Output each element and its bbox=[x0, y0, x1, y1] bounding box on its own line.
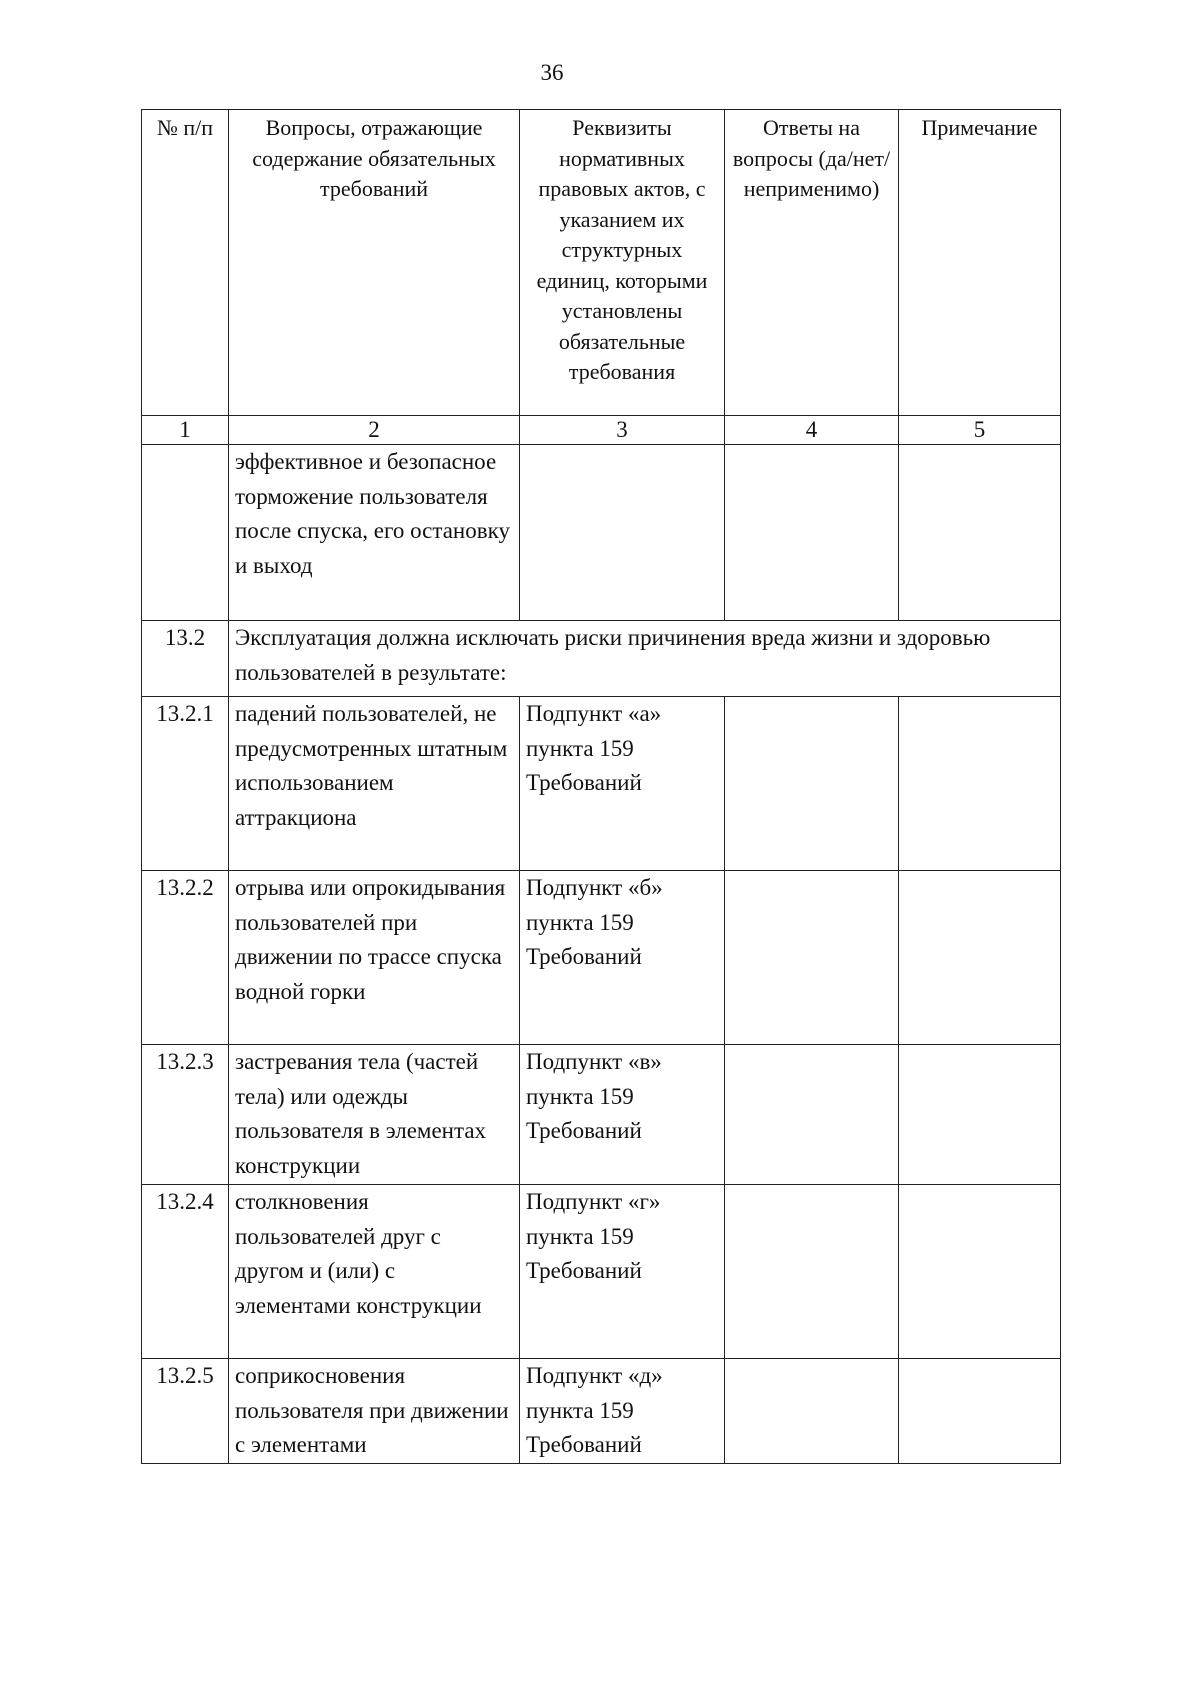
row-number: 13.2.2 bbox=[142, 871, 229, 1045]
row-number: 13.2.5 bbox=[142, 1359, 229, 1464]
row-question: соприкосновения пользователя при движении с элементами bbox=[229, 1359, 520, 1464]
row-question: столкновения пользователей друг с другом и (или) с элементами конструкции bbox=[229, 1185, 520, 1359]
row-section-text: Эксплуатация должна исключать риски причинения вреда жизни и здоровью пользователей в результате: bbox=[229, 621, 1061, 697]
table-row bbox=[142, 1185, 1061, 1359]
header-question: Вопросы, отражающие содержание обязательных требований bbox=[229, 110, 520, 416]
row-answer-cell[interactable] bbox=[725, 1045, 899, 1185]
header-reference: Реквизиты нормативных правовых актов, с указанием их структурных единиц, которыми установлены обязательные требования bbox=[520, 110, 725, 416]
column-number: 2 bbox=[229, 416, 520, 445]
row-answer-cell[interactable] bbox=[725, 697, 899, 871]
row-number: 13.2.4 bbox=[142, 1185, 229, 1359]
row-answer-cell[interactable] bbox=[725, 445, 899, 621]
page-number: 36 bbox=[540, 60, 564, 85]
row-answer-cell[interactable] bbox=[725, 871, 899, 1045]
table-row bbox=[142, 445, 1061, 621]
column-number: 1 bbox=[142, 416, 229, 445]
row-answer-cell[interactable] bbox=[725, 1185, 899, 1359]
row-reference: Подпункт «д» пункта 159 Требований bbox=[520, 1359, 725, 1464]
row-reference: Подпункт «г» пункта 159 Требований bbox=[520, 1185, 725, 1359]
row-answer-cell[interactable] bbox=[725, 1359, 899, 1464]
table-row bbox=[142, 1045, 1061, 1185]
header-number: № п/п bbox=[142, 110, 229, 416]
row-note-cell[interactable] bbox=[899, 697, 1061, 871]
column-number: 3 bbox=[520, 416, 725, 445]
checklist-table bbox=[141, 109, 1061, 1464]
table-section-row bbox=[142, 621, 1061, 697]
row-question: застревания тела (частей тела) или одежды пользователя в элементах конструкции bbox=[229, 1045, 520, 1185]
column-number: 5 bbox=[899, 416, 1061, 445]
row-note-cell[interactable] bbox=[899, 1045, 1061, 1185]
header-note: Примечание bbox=[899, 110, 1061, 416]
row-question: падений пользователей, не предусмотренных штатным использованием аттракциона bbox=[229, 697, 520, 871]
row-reference: Подпункт «а» пункта 159 Требований bbox=[520, 697, 725, 871]
column-number: 4 bbox=[725, 416, 899, 445]
row-note-cell[interactable] bbox=[899, 445, 1061, 621]
table-row bbox=[142, 697, 1061, 871]
row-note-cell[interactable] bbox=[899, 1359, 1061, 1464]
row-reference: Подпункт «в» пункта 159 Требований bbox=[520, 1045, 725, 1185]
table-row bbox=[142, 1359, 1061, 1464]
header-answer: Ответы на вопросы (да/нет/ неприменимо) bbox=[725, 110, 899, 416]
column-number-row bbox=[142, 416, 1061, 445]
row-reference bbox=[520, 445, 725, 621]
row-note-cell[interactable] bbox=[899, 871, 1061, 1045]
row-question: эффективное и безопасное торможение пользователя после спуска, его остановку и выход bbox=[229, 445, 520, 621]
row-number: 13.2.1 bbox=[142, 697, 229, 871]
row-question: отрыва или опрокидывания пользователей при движении по трассе спуска водной горки bbox=[229, 871, 520, 1045]
table-header-row bbox=[142, 110, 1061, 416]
table-row bbox=[142, 871, 1061, 1045]
row-number: 13.2.3 bbox=[142, 1045, 229, 1185]
row-reference: Подпункт «б» пункта 159 Требований bbox=[520, 871, 725, 1045]
row-note-cell[interactable] bbox=[899, 1185, 1061, 1359]
row-number bbox=[142, 445, 229, 621]
row-number: 13.2 bbox=[142, 621, 229, 697]
